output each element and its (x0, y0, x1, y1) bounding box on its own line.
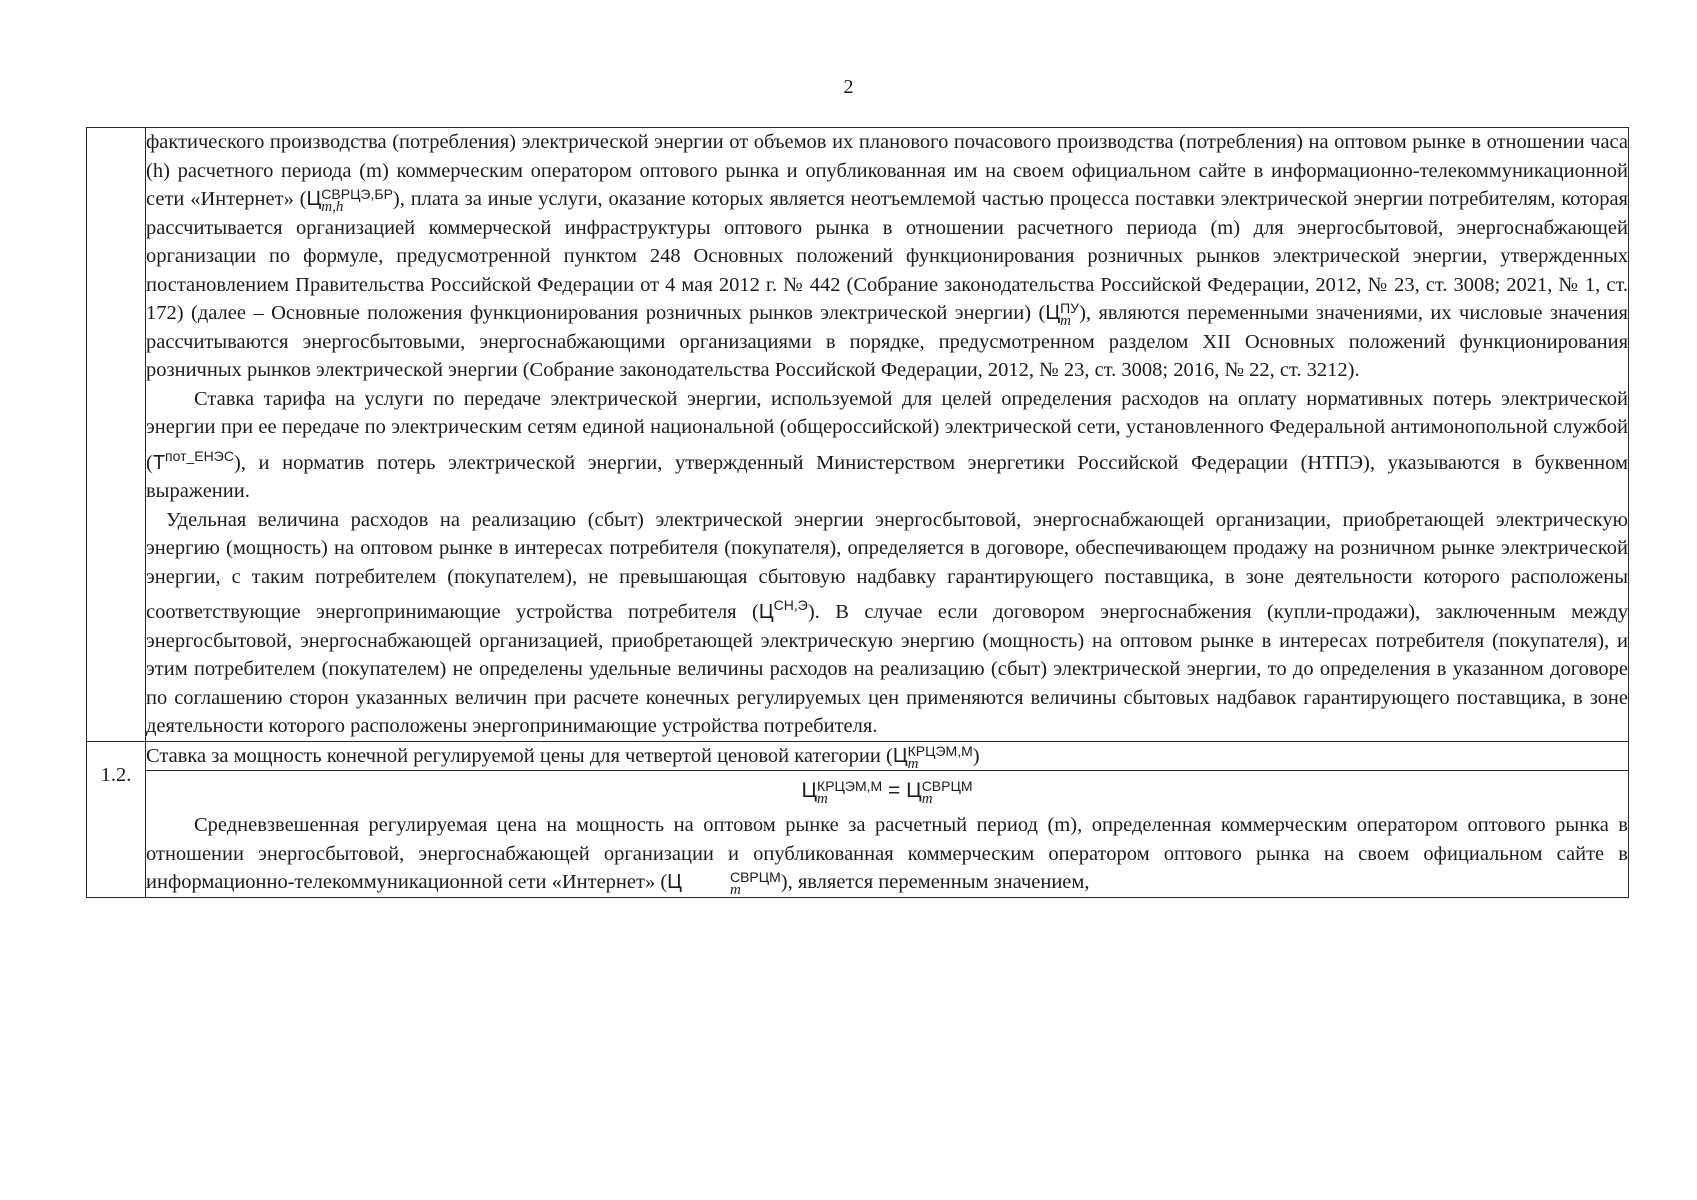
paragraph-text: ), и норматив потерь электрической энергии, утвержденный Министерством энергетики Российской Федерации (НТПЭ), указываются в буквенном выражении. (146, 451, 1628, 502)
table-row (87, 771, 1629, 898)
paragraph-1 (146, 128, 1628, 385)
paragraph-text: ), является переменным значением, (780, 871, 1090, 893)
symbol-subscript: m,h (321, 199, 344, 215)
symbol-indices (1060, 300, 1080, 329)
symbol-base: Ц (801, 779, 818, 802)
paragraph-text: Удельная величина расходов на реализацию (сбыт) электрической энергии энергосбытовой, энергоснабжающей организации, приобретающей электрическую энергию (мощность) на оптовом рынке в интересах потребителя (покупателя), определяется в договоре, обеспечивающем продажу на розничном рынке электрической энергии, с таким потребителем (покупателем), не превышающая сбытовую надбавку гарантирующего поставщика, в зоне деятельности которого расположены соответствующие энергопринимающие устройства потребителя ( (146, 508, 1628, 623)
symbol-base: Ц (892, 744, 908, 767)
symbol-superscript: СВРЦМ (921, 778, 973, 794)
symbol-subscript: m (817, 791, 828, 807)
row-title-cell (146, 741, 1629, 771)
symbol-subscript: m (921, 791, 933, 807)
symbol-base: Т (152, 451, 166, 474)
paragraph-3 (146, 506, 1628, 741)
symbol-base: Ц (667, 871, 682, 893)
symbol-base: Ц (906, 779, 922, 802)
symbol-superscript: СН,Э (773, 597, 808, 613)
symbol-indices (921, 778, 973, 807)
symbol-superscript: СВРЦЭ,БР (321, 186, 393, 202)
symbol-base: Ц (306, 188, 322, 210)
paragraph-2 (146, 385, 1628, 506)
symbol-superscript: КРЦЭМ,М (907, 742, 973, 759)
paragraph-text: ), являются переменными значениями, их числовые значения рассчитываются энергосбытовыми, энергоснабжающими организациями в порядке, предусмотренном разделом XII Основных положений функционирования розничных рынков электрической энергии (Собрание законодательства Российской Федерации, 2012, № 23, ст. 3008; 2016, № 22, ст. 3212). (146, 302, 1628, 381)
row-number-cell: 1.2. (87, 741, 146, 897)
symbol-indices (907, 742, 973, 772)
tariff-table (86, 127, 1629, 898)
row-text-cell (146, 128, 1629, 742)
paragraph-text: ), плата за иные услуги, оказание которых является неотъемлемой частью процесса поставки электрической энергии потребителям, которая рассчитывается организацией коммерческой инфраструктуры оптового рынка в отношении расчетного периода (m) для энергосбытовой, энергоснабжающей организации по формуле, предусмотренной пунктом 248 Основных положений функционирования розничных рынков электрической энергии, утвержденных постановлением Правительства Российской Федерации от 4 мая 2012 г. № 442 (Собрание законодательства Российской Федерации, 2012, № 23, ст. 3008; 2021, № 1, ст. 172) (далее – Основные положения функционирования розничных рынков электрической энергии) ( (146, 188, 1628, 324)
symbol-base: Ц (1045, 302, 1061, 324)
equals-sign: = (888, 779, 901, 802)
paragraph-text: Средневзвешенная регулируемая цена на мощность на оптовом рынке за расчетный период (m), определенная коммерческим оператором оптового рынка в отношении энергосбытовой, энергоснабжающей организации и опубликованная коммерческим оператором оптового рынка на своем официальном сайте в информационно-телекоммуникационной сети «Интернет» ( (146, 814, 1628, 893)
symbol-subscript: m (729, 882, 741, 898)
paragraph-text: ). В случае если договором энергоснабжения (купли-продажи), заключенным между энергосбытовой, энергоснабжающей организацией, приобретающей электрическую энергию (мощность) на оптовом рынке в интересах потребителя (покупателя), и этим потребителем (покупателем) не определены удельные величины расходов на реализацию (сбыт) электрической энергии, то до определения в указанном договоре по соглашению сторон указанных величин при расчете конечных регулируемых цен применяются величины сбытовых надбавок гарантирующего поставщика, в зоне деятельности которого расположены энергопринимающие устройства потребителя. (146, 601, 1628, 737)
symbol-subscript: m (907, 755, 919, 772)
symbol-subscript: m (1060, 313, 1071, 329)
page-number: 2 (843, 76, 854, 98)
symbol-superscript: ПУ (1060, 300, 1080, 316)
symbol-indices (321, 186, 393, 215)
table-row (87, 741, 1629, 771)
row-number-cell (87, 128, 146, 742)
row-text-cell (146, 771, 1629, 898)
table-row (87, 128, 1629, 742)
symbol-superscript: КРЦЭМ,М (817, 778, 883, 794)
symbol-indices (682, 869, 781, 898)
formula (146, 771, 1628, 811)
symbol-superscript: СВРЦМ (729, 869, 781, 885)
row-title-text: ) (972, 744, 980, 767)
paragraph-text: фактического производства (потребления) электрической энергии от объемов их планового почасового производства (потребления) на оптовом рынке в отношении часа (h) расчетного периода (m) коммерческим оператором оптового рынка и опубликованная им на своем официальном сайте в информационно-телекоммуникационной сети «Интернет» ( (146, 131, 1628, 210)
symbol-base: Ц (758, 601, 774, 623)
symbol-superscript: пот_ЕНЭС (165, 447, 234, 464)
paragraph-4 (146, 811, 1628, 897)
symbol-indices (817, 778, 883, 807)
paragraph-text: Ставка тарифа на услуги по передаче электрической энергии, используемой для целей определения расходов на оплату нормативных потерь электрической энергии при ее передаче по электрическим сетям единой национальной (общероссийской) электрической сети, установленного Федеральной антимонопольной службой ( (146, 387, 1628, 474)
row-title-text: Ставка за мощность конечной регулируемой цены для четвертой ценовой категории ( (146, 744, 893, 767)
